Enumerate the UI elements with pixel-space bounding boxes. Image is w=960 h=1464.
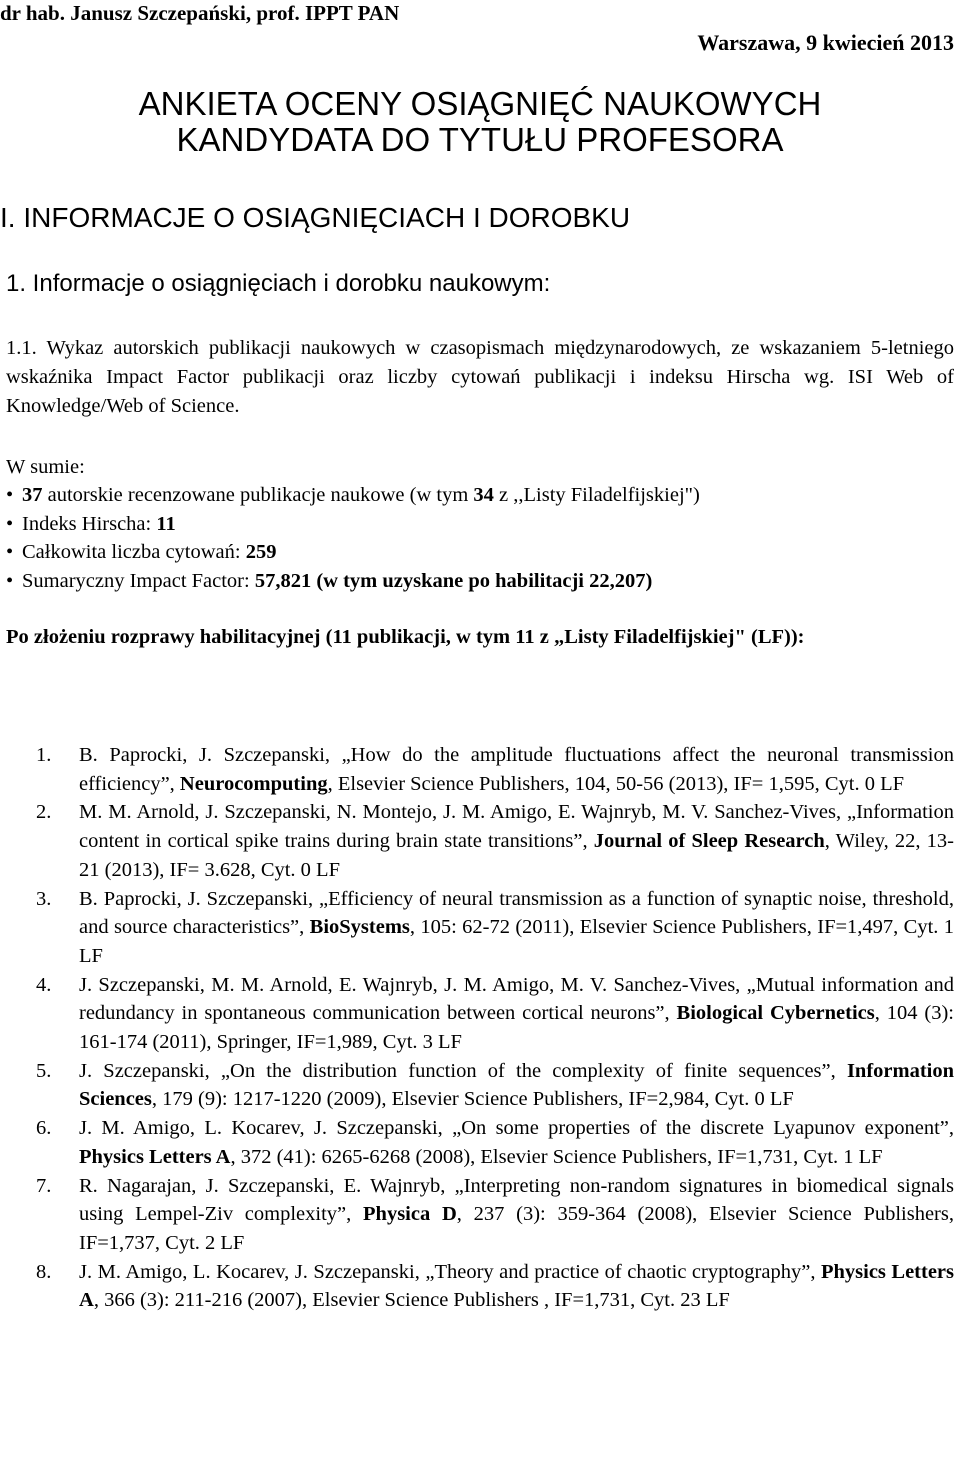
document-title-line-2: KANDYDATA DO TYTUŁU PROFESORA [176,121,784,158]
journal-name: Physics Letters A [79,1145,231,1168]
summary-item-hirsch: • Indeks Hirscha: 11 [6,510,700,539]
journal-name: Biological Cybernetics [676,1002,875,1025]
publication-item: 7. R. Nagarajan, J. Szczepanski, E. Wajnryb, „Interpreting non-random signatures in biomedical signals using Lempel-Ziv complexity”, Physica D, 237 (3): 359-364 (2008), Elsevier Science Publishers, IF=1,737, Cyt. 2 LF [36,1174,954,1254]
bullet-icon: • [6,484,14,506]
summary-item-impact-factor: • Sumaryczny Impact Factor: 57,821 (w tym uzyskane po habilitacji 22,207) [6,567,700,596]
journal-name: Information Sciences [79,1059,954,1111]
publication-item: 1. B. Paprocki, J. Szczepanski, „How do the amplitude fluctuations affect the neuronal transmission efficiency”, Neurocomputing, Elsevier Science Publishers, 104, 50-56 (2013), IF= 1,595, Cyt. 0 LF [36,744,954,795]
after-habilitation-heading: Po złożeniu rozprawy habilitacyjnej (11 publikacji, w tym 11 z „Listy Filadelfijskiej" (LF)): [6,626,805,648]
publication-item: 4. J. Szczepanski, M. M. Arnold, E. Wajnryb, J. M. Amigo, M. V. Sanchez-Vives, „Mutual information and redundancy in spontaneous communication between cortical neurons”, Biological Cybernetics, 104 (3): 161-174 (2011), Springer, IF=1,989, Cyt. 3 LF [36,973,954,1054]
document-title-line-1: ANKIETA OCENY OSIĄGNIĘĆ NAUKOWYCH [138,85,822,122]
bullet-icon: • [6,541,14,563]
publication-item: 5. J. Szczepanski, „On the distribution function of the complexity of finite sequences”, Information Sciences, 179 (9): 1217-1220 (2009), Elsevier Science Publishers, IF=2,984, Cyt. 0 LF [36,1059,954,1111]
publication-item: 2. M. M. Arnold, J. Szczepanski, N. Montejo, J. M. Amigo, E. Wajnryb, M. V. Sanchez-Vives, „Information content in cortical spike trains during brain state transitions”, Journal of Sleep Research, Wiley, 22, 13-21 (2013), IF= 3.628, Cyt. 0 LF [36,801,954,881]
summary-item-citations: • Całkowita liczba cytowań: 259 [6,538,700,567]
summary-item-publications: • 37 autorskie recenzowane publikacje naukowe (w tym 34 z ,,Listy Filadelfijskiej") [6,481,700,510]
journal-name: Neurocomputing [179,772,328,795]
place-date: Warszawa, 9 kwiecień 2013 [697,30,954,55]
author-line: dr hab. Janusz Szczepański, prof. IPPT PAN [0,1,400,25]
section-heading: I. INFORMACJE O OSIĄGNIĘCIACH I DOROBKU [0,202,631,233]
publication-list [6,741,954,1315]
bullet-icon: • [6,569,14,592]
bullet-icon: • [6,512,14,535]
publication-item: 6. J. M. Amigo, L. Kocarev, J. Szczepanski, „On some properties of the discrete Lyapunov exponent”, Physics Letters A, 372 (41): 6265-6268 (2008), Elsevier Science Publishers, IF=1,731, Cyt. 1 LF [36,1117,954,1168]
journal-name: Physics Letters A [79,1260,955,1312]
journal-name: Journal of Sleep Research [593,830,825,853]
journal-name: Physica D [363,1203,457,1226]
publication-item: 8. J. M. Amigo, L. Kocarev, J. Szczepanski, „Theory and practice of chaotic cryptography”, Physics Letters A, 366 (3): 211-216 (2007), Elsevier Science Publishers , IF=1,731, Cyt. 23 LF [36,1260,955,1312]
journal-name: BioSystems [309,916,410,939]
publication-item: 3. B. Paprocki, J. Szczepanski, „Efficiency of neural transmission as a function of synaptic noise, threshold, and source characteristics”, BioSystems, 105: 62-72 (2011), Elsevier Science Publishers, IF=1,497, Cyt. 1 LF [36,887,955,967]
item-description: 1.1. Wykaz autorskich publikacji naukowych w czasopismach międzynarodowych, ze wskazaniem 5-letniego wskaźnika Impact Factor publikacji oraz liczby cytowań publikacji i indeksu Hirscha wg. ISI Web of Knowledge/Web of Science. [6,337,954,417]
summary-title: W sumie: [6,456,85,478]
subsection-heading: 1. Informacje o osiągnięciach i dorobku naukowym: [6,270,551,297]
summary-list [6,481,700,595]
